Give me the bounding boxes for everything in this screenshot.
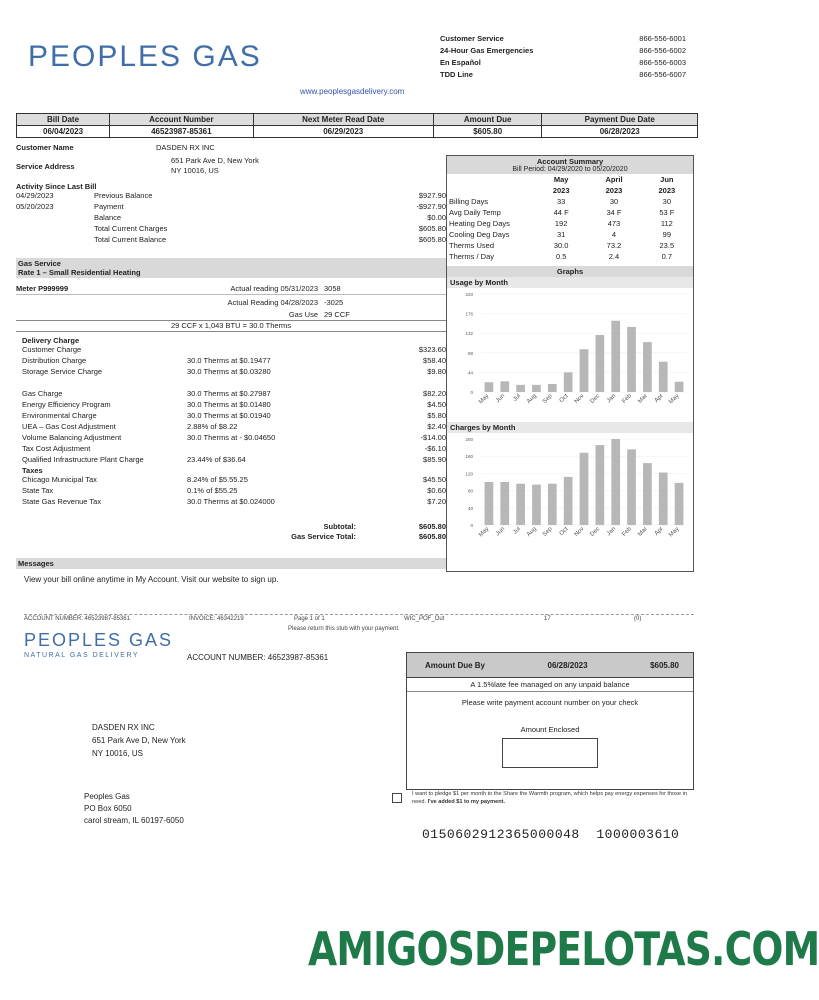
delivery-section [22, 336, 446, 542]
summary-row [447, 218, 693, 229]
micr-right: 1000003610 [596, 827, 680, 842]
contact-label: En Español [440, 58, 481, 67]
y-tick-label: 40 [467, 505, 473, 511]
stub-due-date: 06/28/2023 [547, 660, 588, 670]
header-value: 06/29/2023 [253, 126, 433, 138]
header-col: Account Number [110, 114, 254, 126]
charge-amount: $45.50 [423, 475, 446, 484]
total-label: Gas Service Total: [291, 532, 356, 541]
charge-row [22, 367, 446, 378]
contact-phone[interactable]: 866-556-6002 [639, 46, 686, 55]
summary-value: 30.0 [553, 241, 569, 250]
summary-value: 473 [607, 219, 621, 228]
charge-desc: Gas Charge [22, 389, 63, 398]
bar-jan-8 [611, 321, 620, 392]
header-value: 06/04/2023 [17, 126, 110, 138]
summary-value: 4 [611, 230, 617, 239]
bar-may-12 [675, 483, 684, 525]
charge-calc: 8.24% of $5.55.25 [187, 475, 248, 484]
graphs-title: Graphs [447, 266, 693, 277]
summary-row [447, 251, 693, 262]
summary-value: 112 [660, 219, 673, 228]
y-tick-label: 200 [465, 437, 473, 442]
header-col: Payment Due Date [542, 114, 698, 126]
summary-year: 2023 [605, 186, 623, 195]
company-website[interactable]: www.peoplesgasdelivery.com [300, 87, 405, 96]
x-tick-label: Feb [621, 526, 633, 538]
contact-phone[interactable]: 866-556-6001 [639, 34, 686, 43]
charge-calc: 23.44% of $36.64 [187, 455, 246, 464]
contact-row [440, 46, 686, 58]
charge-desc: Qualified Infrastructure Plant Charge [22, 455, 144, 464]
gas-use-value: 29 CCF [324, 310, 350, 319]
remit-name: Peoples Gas [84, 792, 130, 801]
summary-row [447, 229, 693, 240]
charge-desc: Volume Balancing Adjustment [22, 433, 122, 442]
x-tick-label: Dec [589, 393, 602, 405]
x-tick-label: Mar [637, 526, 649, 538]
remit-addr1: PO Box 6050 [84, 804, 132, 813]
x-tick-label: Feb [621, 393, 633, 405]
summary-label: Therms Used [449, 241, 495, 250]
scanline-account: ACCOUNT NUMBER: 46523987-85361 [24, 616, 130, 622]
bar-feb-9 [627, 449, 636, 525]
summary-value: 30 [609, 197, 619, 206]
bar-jun-1 [500, 482, 509, 525]
service-address-label: Service Address [16, 161, 75, 171]
meter-section [16, 284, 446, 332]
contact-label: 24-Hour Gas Emergencies [440, 46, 534, 55]
bar-sep-4 [548, 384, 557, 392]
contact-row [440, 34, 686, 46]
subtotal-label: Subtotal: [323, 522, 356, 531]
summary-value: 192 [554, 219, 568, 228]
charge-desc: Chicago Municipal Tax [22, 475, 97, 484]
bill-header-table [16, 113, 698, 138]
reading2-value: -3025 [324, 298, 344, 307]
charge-amount: $58.40 [423, 356, 446, 365]
summary-value: 2.4 [608, 252, 620, 261]
x-tick-label: Jun [495, 526, 507, 538]
charge-row [22, 475, 446, 486]
charge-row [22, 411, 446, 422]
bar-nov-6 [580, 349, 589, 392]
header-col: Amount Due [433, 114, 542, 126]
account-summary-title: Account Summary [447, 156, 693, 166]
activity-row [16, 224, 446, 235]
stub-logo: PEOPLES GAS [24, 630, 174, 650]
bar-may-0 [485, 382, 494, 392]
bar-oct-5 [564, 477, 573, 525]
charge-calc: 0.1% of $55.25 [187, 486, 238, 495]
header-value: $605.80 [433, 126, 542, 138]
charge-amount: $5.80 [427, 411, 446, 420]
activity-row [16, 235, 446, 246]
bar-mar-10 [643, 342, 652, 392]
x-tick-label: Jun [495, 393, 507, 405]
charge-desc: Energy Efficiency Program [22, 400, 111, 409]
header-value: 06/28/2023 [542, 126, 698, 138]
x-tick-label: May [478, 393, 491, 406]
y-tick-label: 132 [465, 331, 473, 337]
activity-amount: -$927.90 [416, 202, 446, 211]
x-tick-label: Jul [512, 393, 523, 403]
charge-calc: 30.0 Therms at $0.01480 [187, 400, 271, 409]
summary-row [447, 207, 693, 218]
x-tick-label: Aug [526, 393, 538, 405]
header-value: 46523987-85361 [110, 126, 254, 138]
messages-text: View your bill online anytime in My Account. Visit our website to sign up. [24, 575, 279, 584]
x-tick-label: Nov [573, 393, 586, 405]
y-tick-label: 80 [467, 488, 473, 494]
charge-calc [187, 345, 366, 356]
summary-value: 53 F [659, 208, 675, 217]
meter-id: Meter P999999 [16, 284, 69, 293]
x-tick-label: Oct [558, 526, 570, 538]
x-tick-label: Jul [512, 526, 523, 536]
customer-name-label: Customer Name [16, 143, 74, 152]
amount-enclosed-field[interactable] [502, 738, 598, 768]
reading2-label: Actual Reading 04/28/2023 [227, 298, 318, 307]
bar-oct-5 [564, 372, 573, 392]
summary-value: 44 F [553, 208, 569, 217]
y-tick-label: 160 [465, 454, 473, 460]
charge-desc: Distribution Charge [22, 356, 87, 365]
summary-value: 99 [662, 230, 671, 239]
activity-row [16, 202, 446, 213]
bar-jun-1 [500, 381, 509, 392]
bar-feb-9 [627, 327, 636, 392]
y-tick-label: 0 [470, 523, 473, 528]
activity-date [16, 213, 94, 224]
pledge-text [412, 790, 694, 806]
usage-chart-title: Usage by Month [447, 277, 693, 288]
micr-line [422, 827, 679, 842]
x-tick-label: Mar [637, 393, 649, 405]
charge-row [22, 497, 446, 508]
charge-row [22, 455, 446, 466]
summary-label: Billing Days [449, 197, 489, 206]
charge-amount: $85.90 [423, 455, 446, 464]
x-tick-label: May [668, 526, 681, 539]
contact-phone[interactable]: 866-556-6007 [639, 70, 686, 79]
summary-value: 0.7 [661, 252, 673, 261]
bar-jul-2 [516, 385, 525, 392]
summary-label: Heating Deg Days [449, 219, 510, 228]
charge-amount: -$14.00 [420, 433, 446, 442]
charge-calc: 30.0 Therms at $0.19477 [187, 356, 271, 365]
charge-row [22, 433, 446, 444]
charges-by-month-chart [447, 433, 693, 553]
y-tick-label: 176 [465, 311, 473, 317]
summary-year: 2023 [552, 186, 570, 195]
customer-name: DASDEN RX INC [156, 143, 215, 152]
activity-desc: Payment [94, 202, 124, 211]
bill-period: Bill Period: 04/29/2020 to 05/20/2020 [447, 166, 693, 174]
activity-desc: Previous Balance [94, 191, 153, 200]
y-tick-label: 0 [470, 390, 473, 395]
summary-month: April [605, 175, 623, 184]
return-note: Please return this stub with your payment. [288, 626, 400, 632]
service-address-line2: NY 10016, US [171, 166, 219, 175]
reading1-value: 3058 [324, 284, 341, 293]
bar-mar-10 [643, 463, 652, 525]
amount-due-by-label: Amount Due By [425, 660, 485, 670]
summary-row [447, 196, 693, 207]
charge-desc: State Tax [22, 486, 54, 495]
charge-amount: $4.50 [427, 400, 446, 409]
late-fee-note: A 1.5%late fee managed on any unpaid balance [407, 678, 693, 692]
micr-left: 0150602912365000048 [422, 827, 580, 842]
x-tick-label: Oct [558, 393, 570, 405]
x-tick-label: Apr [653, 393, 665, 405]
activity-amount: $927.90 [418, 191, 446, 200]
summary-value: 33 [556, 197, 566, 206]
summary-label: Therms / Day [449, 252, 495, 261]
scanline-page: Page 1 of 1 [294, 616, 325, 622]
left-column [16, 143, 446, 246]
summary-row [447, 240, 693, 251]
bar-jul-2 [516, 484, 525, 525]
write-account-note: Please write payment account number on your check [461, 698, 639, 707]
bar-sep-4 [548, 484, 557, 525]
gas-use-label: Gas Use [288, 310, 318, 319]
header-col: Bill Date [17, 114, 110, 126]
activity-row [16, 191, 446, 202]
therm-conversion: 29 CCF x 1,043 BTU = 30.0 Therms [16, 320, 446, 332]
x-tick-label: May [668, 393, 681, 406]
charge-desc: Tax Cost Adjustment [22, 444, 91, 453]
charge-desc: State Gas Revenue Tax [22, 497, 102, 506]
activity-amount: $605.80 [418, 235, 446, 244]
subtotal-value: $605.80 [418, 522, 446, 531]
charge-row [22, 422, 446, 433]
charge-row [22, 389, 446, 400]
summary-value: 73.2 [606, 241, 622, 250]
gas-service-bar [16, 258, 446, 278]
x-tick-label: Dec [589, 526, 602, 538]
pledge-bold: I've added $1 to my payment. [427, 799, 506, 805]
taxes-title: Taxes [22, 466, 43, 475]
x-tick-label: Sep [541, 393, 554, 405]
customer-mailing-address [92, 721, 186, 760]
charge-calc: 30.0 Therms at $0.024000 [187, 497, 275, 506]
charge-amount: $0.60 [427, 486, 446, 495]
summary-value: 30 [662, 197, 671, 206]
summary-month: Jun [660, 175, 674, 184]
bar-aug-3 [532, 385, 541, 392]
stub-customer-addr1: 651 Park Ave D, New York [92, 736, 186, 745]
x-tick-label: Nov [573, 526, 586, 538]
account-summary-table [447, 174, 693, 262]
delivery-title: Delivery Charge [22, 336, 80, 345]
scanline-invoice: INVOICE: 46342219 [189, 616, 244, 622]
activity-date [16, 235, 94, 246]
charge-desc: Storage Service Charge [22, 367, 103, 376]
activity-date: 05/20/2023 [16, 202, 54, 211]
charge-calc: 30.0 Therms at $0.03280 [187, 367, 271, 376]
summary-value: 23.5 [659, 241, 675, 250]
y-tick-label: 220 [465, 292, 473, 297]
summary-year: 2023 [658, 186, 676, 195]
service-address-line1: 651 Park Ave D, New York [171, 156, 259, 165]
activity-row [16, 213, 446, 224]
usage-by-month-chart [447, 288, 693, 420]
bar-may-0 [485, 482, 494, 525]
contact-list [440, 34, 686, 82]
contact-row [440, 70, 686, 82]
charges-chart-title: Charges by Month [447, 422, 693, 433]
summary-month: May [553, 175, 569, 184]
charge-amount: $9.80 [427, 367, 446, 376]
bar-apr-11 [659, 362, 668, 392]
remit-address [84, 791, 184, 827]
rate-label: Rate 1 – Small Residential Heating [18, 268, 141, 277]
summary-label: Cooling Deg Days [449, 230, 510, 239]
bar-aug-3 [532, 485, 541, 525]
charge-amount: -$6.10 [424, 444, 446, 453]
bar-may-12 [675, 382, 684, 392]
activity-desc: Balance [94, 213, 122, 222]
charge-row [22, 486, 446, 497]
stub-logo-sub: NATURAL GAS DELIVERY [24, 652, 140, 659]
bar-dec-7 [595, 335, 604, 392]
charge-calc: 30.0 Therms at $0.01940 [187, 411, 271, 420]
scanline-seq: 17 [544, 616, 551, 622]
stub-customer-name: DASDEN RX INC [92, 723, 155, 732]
charge-amount: $82.20 [423, 389, 446, 398]
charge-calc: 2.88% of $8.22 [187, 422, 238, 431]
bar-apr-11 [659, 473, 668, 525]
stub-customer-addr2: NY 10016, US [92, 749, 143, 758]
charge-amount: $2.40 [427, 422, 446, 431]
activity-amount: $605.80 [418, 224, 446, 233]
charge-row [22, 356, 446, 367]
activity-date: 04/29/2023 [16, 191, 54, 200]
right-panel [446, 155, 694, 572]
contact-row [440, 58, 686, 70]
reading1-label: Actual reading 05/31/2023 [230, 284, 318, 293]
x-tick-label: Aug [526, 526, 538, 538]
summary-value: 0.5 [555, 252, 567, 261]
scanline-flag: (0) [634, 616, 642, 622]
charge-desc: Customer Charge [22, 345, 82, 354]
watermark: AMIGOSDEPELOTAS.COM [308, 922, 819, 976]
summary-value: 34 F [606, 208, 622, 217]
stub-amount: $605.80 [650, 660, 679, 670]
contact-phone[interactable]: 866-556-6003 [639, 58, 686, 67]
y-tick-label: 120 [465, 471, 473, 477]
y-tick-label: 88 [467, 350, 473, 356]
charge-row [22, 444, 446, 455]
x-tick-label: May [478, 526, 491, 539]
total-value: $605.80 [418, 532, 446, 541]
gas-service-title: Gas Service [18, 259, 61, 268]
x-tick-label: Apr [653, 526, 665, 538]
charge-calc: 30.0 Therms at - $0.04650 [187, 433, 276, 442]
charge-calc: 30.0 Therms at $0.27987 [187, 389, 271, 398]
charge-amount: $7.20 [427, 497, 446, 506]
activity-date [16, 224, 94, 235]
activity-amount: $0.00 [427, 213, 446, 222]
pledge-checkbox[interactable] [392, 793, 402, 803]
stub-account-number: ACCOUNT NUMBER: 46523987-85361 [187, 653, 329, 662]
bar-nov-6 [580, 453, 589, 525]
scanline [24, 616, 664, 622]
remit-addr2: carol stream, IL 60197-6050 [84, 816, 184, 825]
payment-box [406, 652, 694, 790]
x-tick-label: Jan [606, 526, 618, 538]
contact-label: Customer Service [440, 34, 504, 43]
charge-row [22, 345, 446, 356]
company-logo: PEOPLES GAS [28, 40, 262, 73]
messages-bar: Messages [16, 558, 446, 569]
charge-row [22, 400, 446, 411]
tear-line [24, 614, 694, 615]
charge-amount: $323.60 [418, 345, 446, 354]
activity-desc: Total Current Charges [94, 224, 168, 233]
scanline-code: WIC_POF_Out [404, 616, 445, 622]
amount-enclosed-label: Amount Enclosed [520, 725, 580, 734]
charge-calc [187, 444, 366, 455]
summary-label: Avg Daily Temp [449, 208, 501, 217]
activity-desc: Total Current Balance [94, 235, 167, 244]
pledge-body: I want to pledge $1 per month to the Share the Warmth program, which helps pay energy expenses for those in need. [412, 791, 687, 805]
y-tick-label: 44 [467, 370, 473, 376]
x-tick-label: Jan [606, 393, 618, 405]
activity-list [16, 191, 446, 246]
bar-jan-8 [611, 439, 620, 525]
x-tick-label: Sep [541, 526, 554, 538]
charge-desc: UEA – Gas Cost Adjustment [22, 422, 116, 431]
activity-title: Activity Since Last Bill [16, 182, 97, 191]
header-col: Next Meter Read Date [253, 114, 433, 126]
summary-value: 31 [556, 230, 566, 239]
contact-label: TDD Line [440, 70, 473, 79]
bar-dec-7 [595, 445, 604, 525]
charge-desc: Environmental Charge [22, 411, 97, 420]
